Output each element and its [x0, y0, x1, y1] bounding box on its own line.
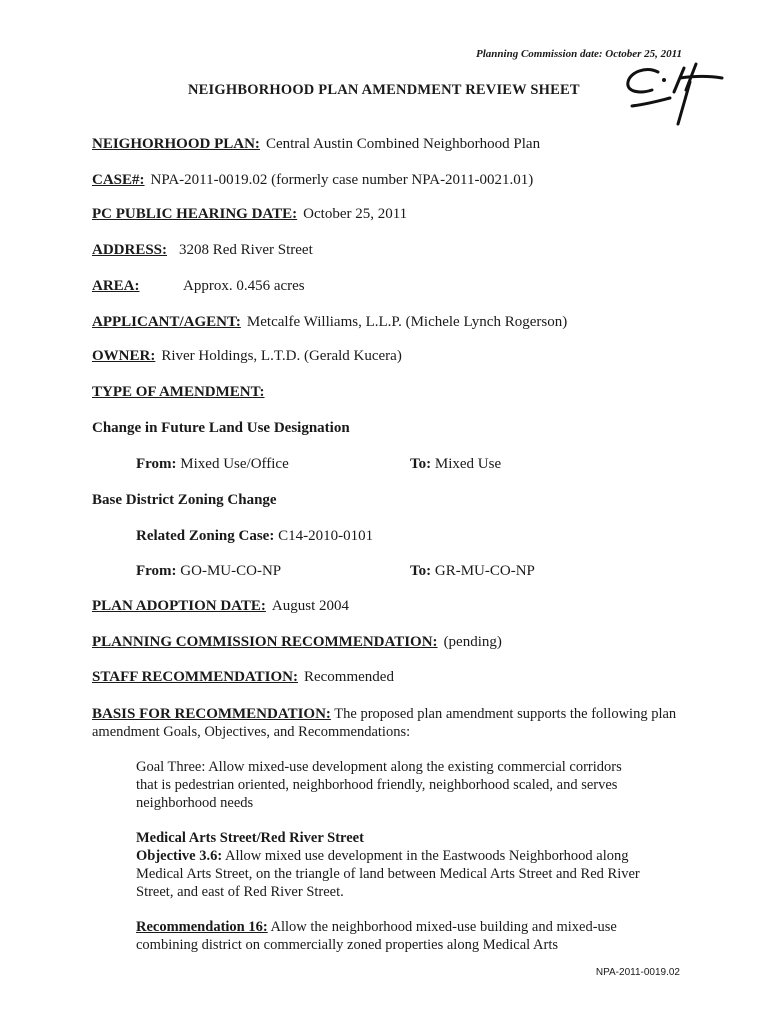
- owner-label: OWNER:: [92, 348, 156, 364]
- basis-label: BASIS FOR RECOMMENDATION:: [92, 706, 331, 722]
- recommendation-paragraph: [136, 918, 641, 954]
- zoning-to-value: GR-MU-CO-NP: [434, 563, 535, 579]
- plan-adoption-label: PLAN ADOPTION DATE:: [92, 598, 266, 614]
- zoning-from: [136, 563, 281, 580]
- area-label: AREA:: [92, 278, 140, 294]
- flu-to-value: Mixed Use: [434, 456, 502, 472]
- objective-block: [136, 829, 641, 901]
- goal-three-paragraph: Goal Three: Allow mixed-use development along the existing commercial corridors that is pedestrian oriented, neighborhood friendly, neighborhood scaled, and serves neighborhood needs: [136, 759, 622, 811]
- recommendation-text: Allow the neighborhood mixed-use building and mixed-use combining district on commercially zoned properties along Medical Arts: [136, 919, 617, 953]
- address-row: [92, 242, 313, 259]
- objective-heading: Medical Arts Street/Red River Street: [136, 830, 364, 846]
- type-of-amendment-label: TYPE OF AMENDMENT:: [92, 384, 265, 400]
- flu-to: [410, 456, 501, 473]
- pc-recommendation-label: PLANNING COMMISSION RECOMMENDATION:: [92, 634, 438, 650]
- neighborhood-plan-value: Central Austin Combined Neighborhood Plan: [265, 136, 541, 152]
- flu-to-label: To:: [410, 456, 432, 472]
- case-row: [92, 172, 533, 189]
- flu-from-label: From:: [136, 456, 177, 472]
- type-of-amendment-heading: [92, 384, 265, 401]
- zoning-to: [410, 563, 535, 580]
- applicant-row: [92, 314, 567, 331]
- address-value: 3208 Red River Street: [179, 242, 313, 258]
- neighborhood-plan-row: [92, 136, 540, 153]
- hearing-date-value: October 25, 2011: [303, 206, 408, 222]
- plan-adoption-value: August 2004: [271, 598, 349, 614]
- case-label: CASE#:: [92, 172, 145, 188]
- staff-recommendation-label: STAFF RECOMMENDATION:: [92, 669, 298, 685]
- pc-recommendation-row: [92, 634, 502, 651]
- flu-from-value: Mixed Use/Office: [180, 456, 289, 472]
- basis-paragraph: [92, 705, 682, 741]
- hearing-date-label: PC PUBLIC HEARING DATE:: [92, 206, 298, 222]
- neighborhood-plan-label: NEIGHORHOOD PLAN:: [92, 136, 260, 152]
- planning-commission-date: Planning Commission date: October 25, 2011: [476, 48, 682, 60]
- objective-label: Objective 3.6:: [136, 848, 223, 864]
- owner-value: River Holdings, L.T.D. (Gerald Kucera): [161, 348, 402, 364]
- zoning-change-heading: Base District Zoning Change: [92, 492, 277, 508]
- area-value: Approx. 0.456 acres: [183, 278, 305, 294]
- hearing-date-row: [92, 206, 407, 223]
- recommendation-label: Recommendation 16:: [136, 919, 268, 935]
- applicant-label: APPLICANT/AGENT:: [92, 314, 241, 330]
- page-title: NEIGHBORHOOD PLAN AMENDMENT REVIEW SHEET: [188, 82, 580, 98]
- applicant-value: Metcalfe Williams, L.L.P. (Michele Lynch Rogerson): [246, 314, 568, 330]
- zoning-to-label: To:: [410, 563, 432, 579]
- related-zoning-case-label: Related Zoning Case:: [136, 528, 275, 544]
- related-zoning-case-value: C14-2010-0101: [278, 528, 374, 544]
- basis-text: The proposed plan amendment supports the following plan amendment Goals, Objectives, and Recommendations:: [92, 706, 677, 740]
- flu-from: [136, 456, 289, 473]
- handwritten-signature: [618, 58, 728, 128]
- objective-text: Allow mixed use development in the Eastwoods Neighborhood along Medical Arts Street, on the triangle of land between Medical Arts Street and Red River Street, and east of Red River Street.: [136, 848, 640, 900]
- address-label: ADDRESS:: [92, 242, 168, 258]
- plan-adoption-row: [92, 598, 349, 615]
- owner-row: [92, 348, 402, 365]
- future-land-use-heading: Change in Future Land Use Designation: [92, 420, 350, 436]
- case-value: NPA-2011-0019.02 (formerly case number NPA-2011-0021.01): [150, 172, 534, 188]
- page-footer-id: NPA-2011-0019.02: [595, 967, 680, 978]
- area-row: [92, 278, 140, 295]
- zoning-from-label: From:: [136, 563, 177, 579]
- related-zoning-case: [136, 528, 373, 545]
- zoning-from-value: GO-MU-CO-NP: [180, 563, 282, 579]
- staff-recommendation-value: Recommended: [303, 669, 394, 685]
- pc-recommendation-value: (pending): [443, 634, 502, 650]
- staff-recommendation-row: [92, 669, 394, 686]
